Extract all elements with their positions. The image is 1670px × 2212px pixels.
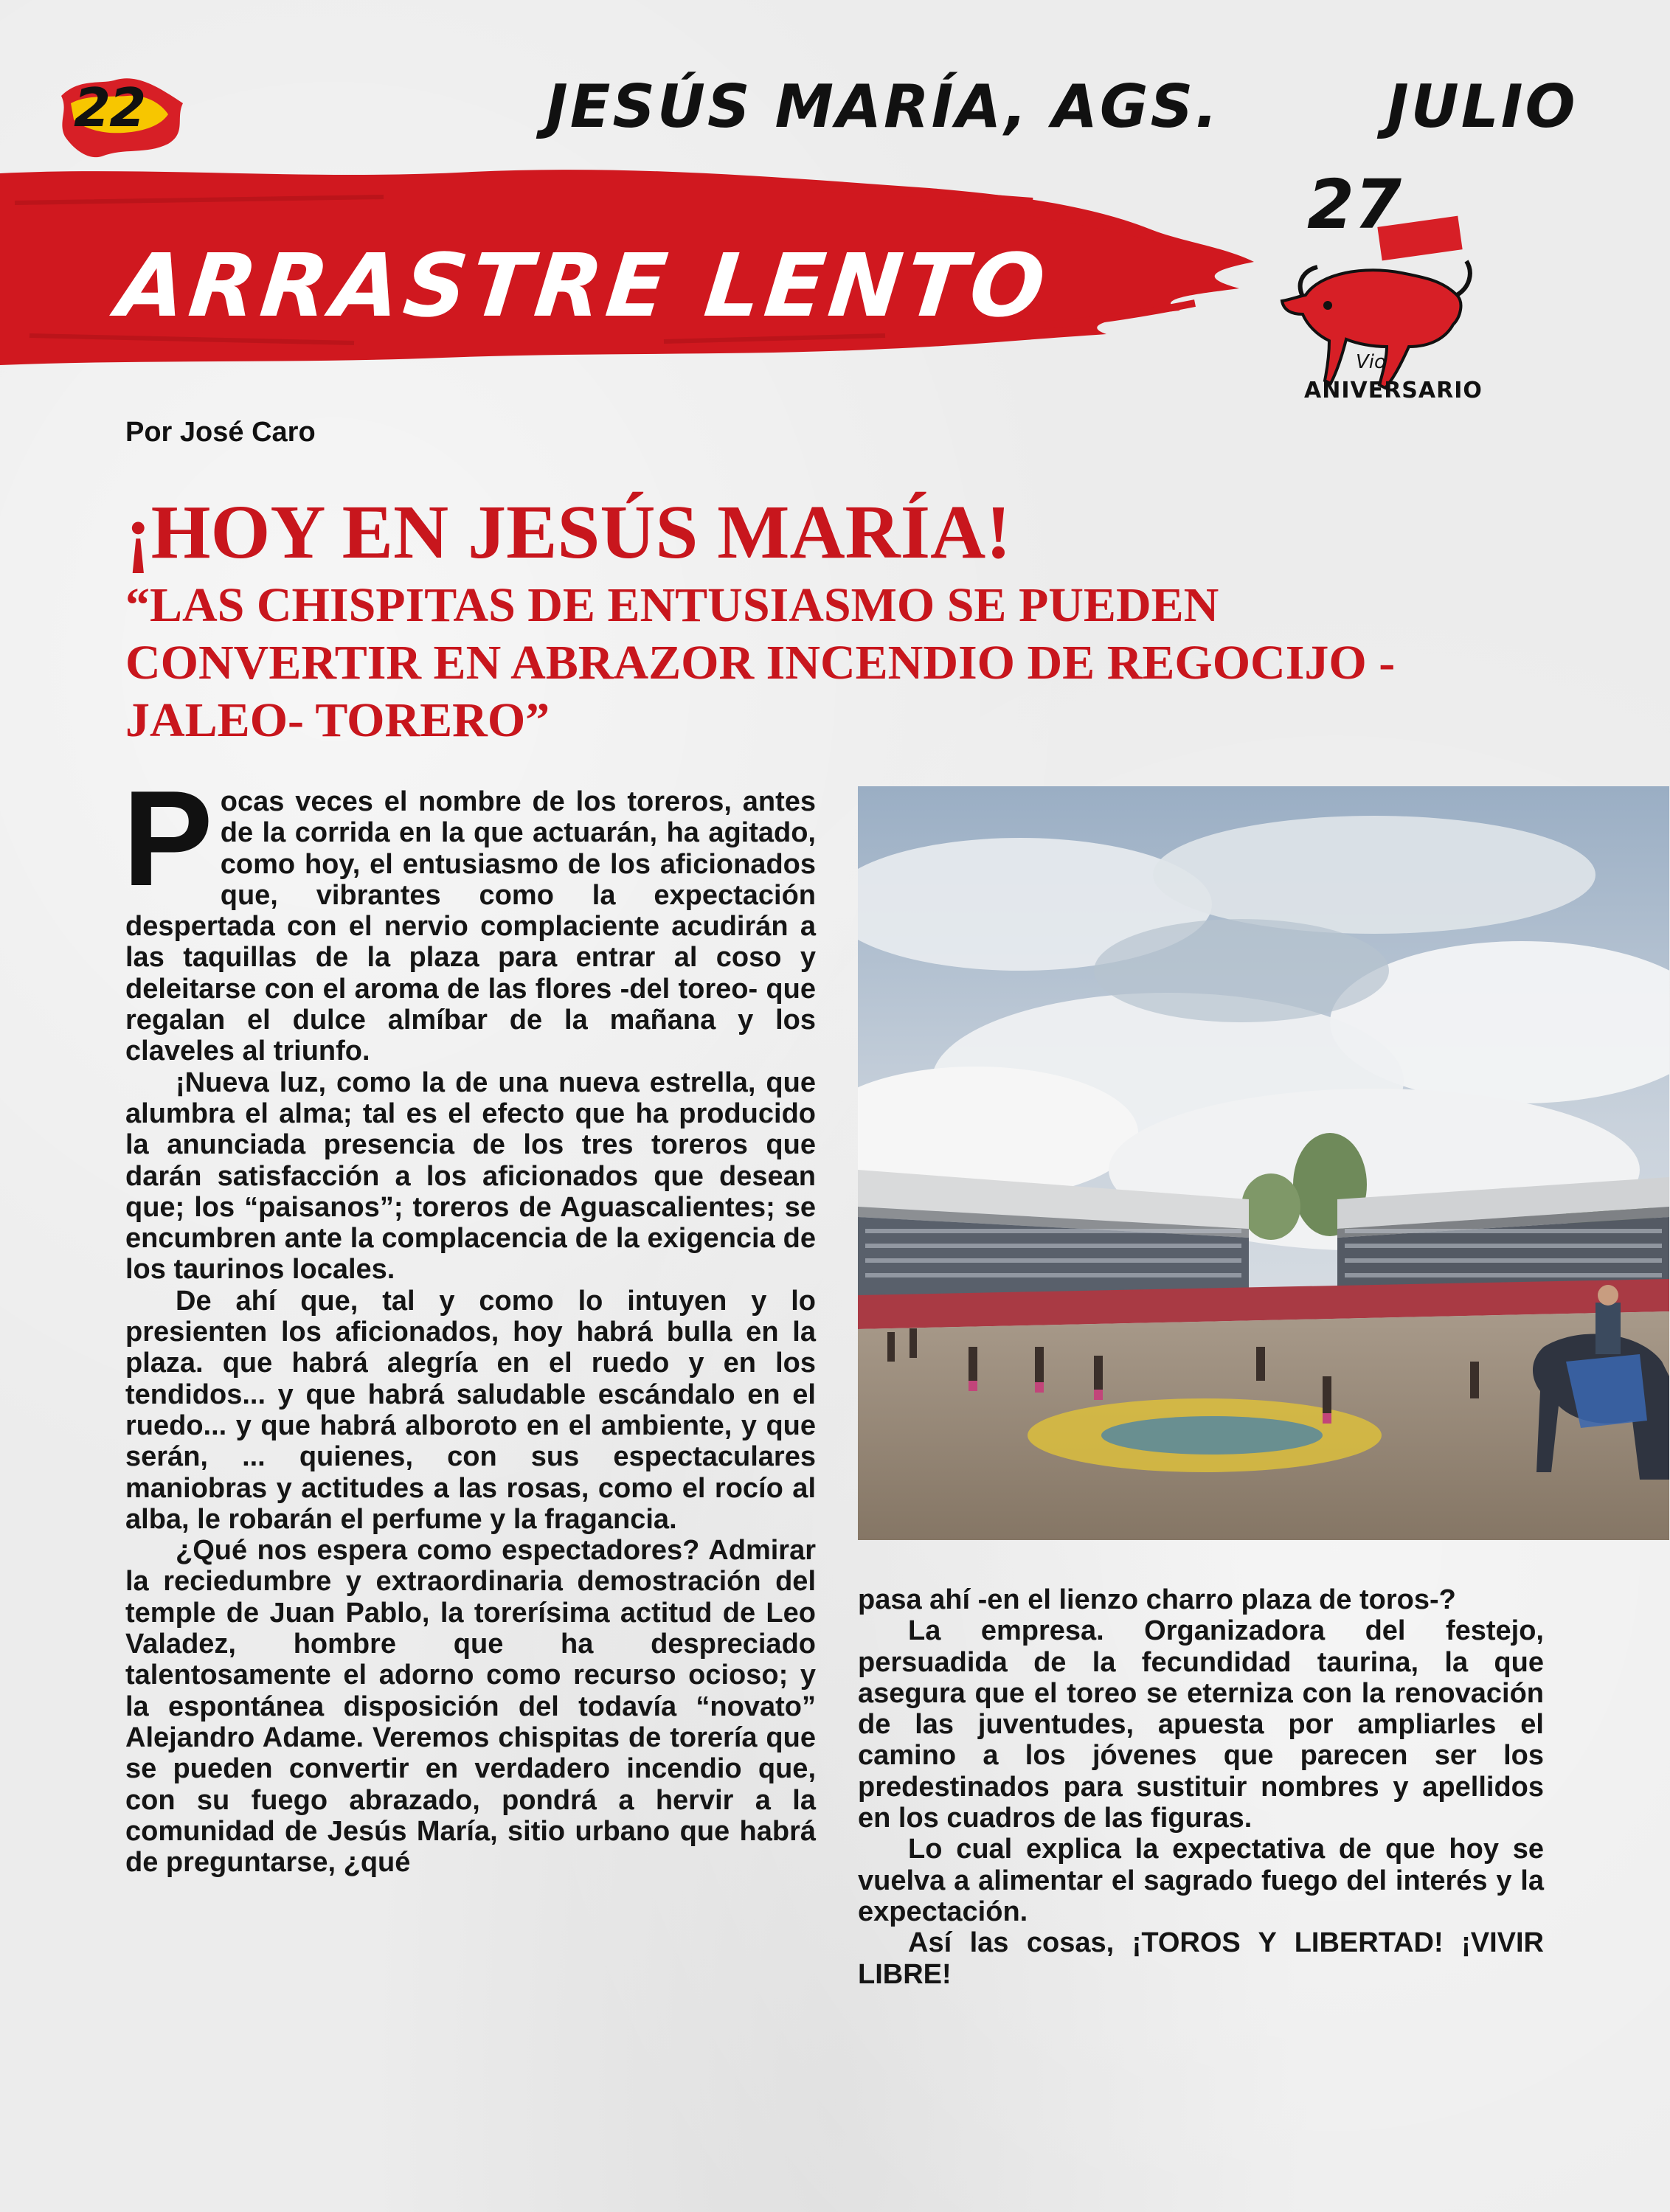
paragraph: ¿Qué nos espera como espectadores? Admirar la reciedumbre y extraordinaria demostración del temple de Juan Pablo, la torerísima actitud de Leo Valadez, hombre que ha despreciado talentosamente el adorno como recurso ocioso; y la espontánea disposición del todavía “novato” Alejandro Adame. Veremos chispitas de torería que se pueden convertir en verdadero incendio que, con su fuego abrazado, pondrá a hervir a la comunidad de Jesús María, sitio urbano que habrá de preguntarse, ¿qué [125,1535,816,1879]
running-title: JESÚS MARÍA, AGS. [546,72,1220,141]
anniversary-number: 27 [1307,165,1402,244]
paragraph: Lo cual explica la expectativa de que hoy se vuelva a alimentar el sagrado fuego del interés y la expectación. [858,1834,1544,1927]
article-right-column [858,1584,1544,1990]
anniversary-word: ANIVERSARIO [1304,378,1483,403]
subheadline: “LAS CHISPITAS DE ENTUSIASMO SE PUEDEN CONVERTIR EN ABRAZOR INCENDIO DE REGOCIJO -JALEO- TORERO” [125,578,1396,747]
article-left-column [122,762,816,1879]
paragraph: La empresa. Organizadora del festejo, persuadida de la fecundidad taurina, la que asegura que el toreo se eterniza con la renovación de las juventudes, apuesta por ampliarles el camino a los jóvenes que parecen ser los predestinados para sustituir nombres y apellidos en los cuadros de las figuras. [858,1615,1544,1834]
anniversary-vio: Vio [1356,351,1386,373]
byline: Por José Caro [125,417,316,448]
section-title: ARRASTRE LENTO [112,235,1055,336]
paragraph: ¡Nueva luz, como la de una nueva estrella, que alumbra el alma; tal es el efecto que ha producido la anunciada presencia de los tres toreros que darán satisfacción a los aficionados que desean que; los “paisanos”; toreros de Aguascalientes; se encumbren ante la complacencia de la exigencia de los taurinos locales. [125,1067,816,1286]
paragraph: Así las cosas, ¡TOROS Y LIBERTAD! ¡VIVIR LIBRE! [858,1927,1544,1990]
issue-month: JULIO [1387,72,1578,141]
page-number: 22 [74,77,145,139]
headline: ¡HOY EN JESÚS MARÍA! [125,490,1011,575]
paragraph-text: ocas veces el nombre de los toreros, antes de la corrida en la que actuarán, ha agitado, como hoy, el entusiasmo de los aficionados que, vibrantes como la expectación despertada con el nervio complaciente acudirán a las taquillas de la plaza para entrar al coso y deleitarse con el aroma de las flores -del toreo- que regalan el dulce almíbar de la mañana y los claveles al triunfo. [125,786,816,1067]
paragraph: De ahí que, tal y como lo intuyen y lo presienten los aficionados, hoy habrá bulla en la plaza. que habrá alegría en el ruedo y en los tendidos... y que habrá saludable escándalo en el ruedo... y que habrá alboroto en el ambiente, y que serán, ... quienes, con sus espectaculares maniobras y actitudes a las rosas, como el rocío al alba, le robarán el perfume y la fragancia. [125,1285,816,1535]
paragraph [122,762,816,1067]
drop-cap: P [122,762,213,914]
paragraph: pasa ahí -en el lienzo charro plaza de toros-? [858,1584,1456,1615]
bullring-photo [858,786,1669,1540]
